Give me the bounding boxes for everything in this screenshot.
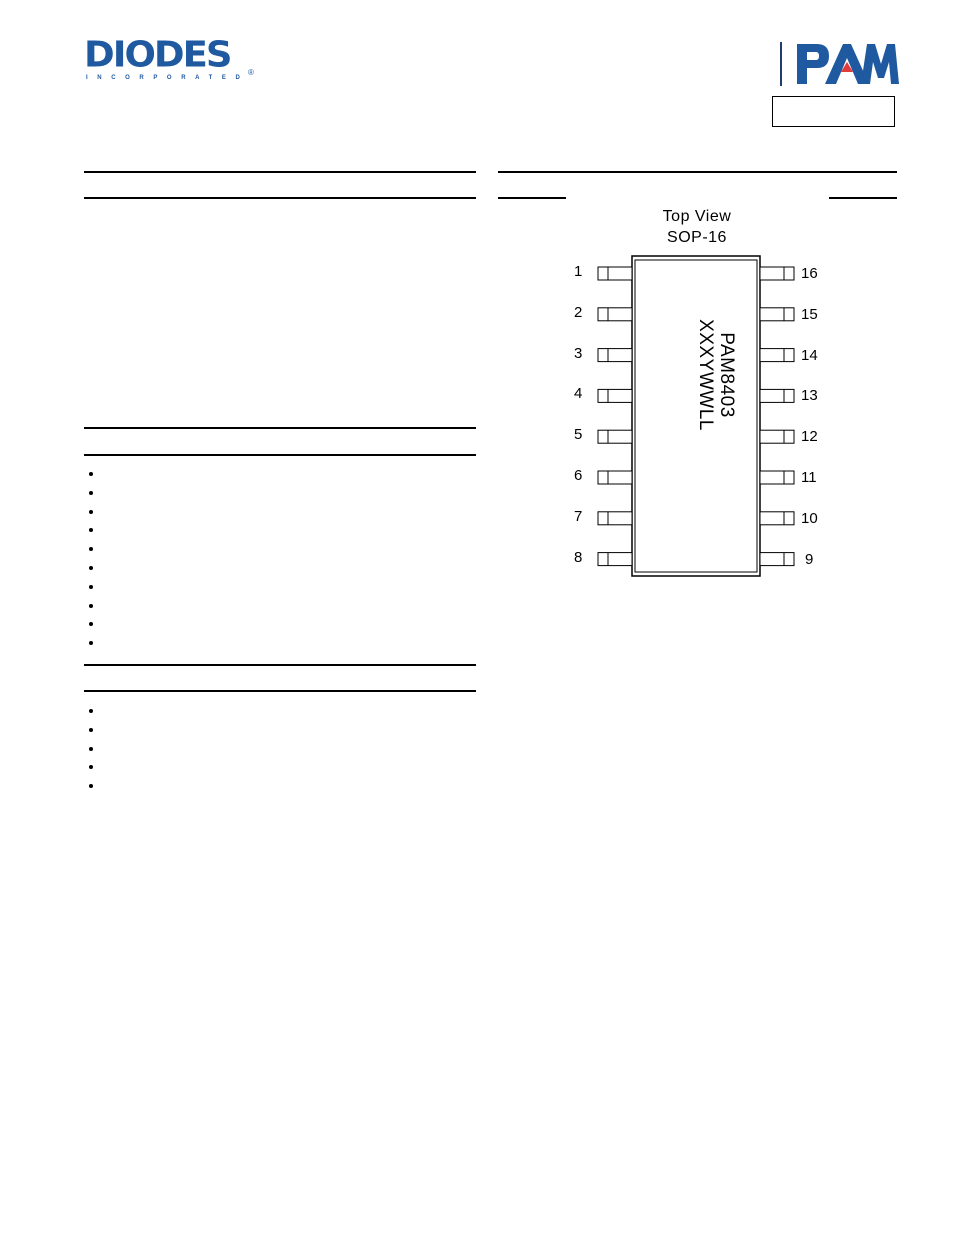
registered-mark: ®: [248, 68, 254, 77]
applications-rule-top: [84, 664, 476, 666]
bullet-icon: [89, 510, 93, 514]
pin-number-9: 9: [805, 550, 814, 568]
bullet-icon: [89, 641, 93, 645]
pin-number-7: 7: [574, 507, 583, 525]
chip-date-code: XXXYWWLL: [695, 319, 716, 431]
bullet-icon: [89, 622, 93, 626]
bullet-icon: [89, 547, 93, 551]
features-rule-bottom: [84, 454, 476, 456]
pin-number-3: 3: [574, 344, 583, 362]
bullet-icon: [89, 784, 93, 788]
pin-14: [760, 349, 794, 362]
pin-number-1: 1: [574, 263, 583, 280]
pin-number-6: 6: [574, 467, 583, 484]
pin-number-4: 4: [574, 385, 583, 403]
pin-config-rule-top: [498, 171, 897, 173]
diodes-logo: [84, 34, 256, 84]
bullet-icon: [89, 491, 93, 495]
pin-10: [760, 512, 794, 525]
chip-part-number: PAM8403: [716, 332, 737, 418]
pin-13: [760, 389, 794, 402]
bullet-icon: [89, 566, 93, 570]
pin-11: [760, 471, 794, 484]
package-label: SOP-16: [667, 229, 727, 246]
pin-5: [598, 430, 632, 443]
pin-15: [760, 308, 794, 321]
pam-logo-divider: [780, 42, 782, 86]
pin-diagram: [560, 200, 830, 580]
pin-8: [598, 553, 632, 566]
pin-number-2: 2: [574, 303, 583, 321]
pin-9: [760, 553, 794, 566]
bullet-icon: [89, 472, 93, 476]
pin-number-8: 8: [574, 548, 583, 566]
bullet-icon: [89, 728, 93, 732]
description-rule-bottom: [84, 197, 476, 199]
pin-3: [598, 349, 632, 362]
pin-number-12: 12: [801, 428, 818, 446]
pin-config-rule-bottom-left: [498, 197, 566, 199]
bullet-icon: [89, 747, 93, 751]
applications-rule-bottom: [84, 690, 476, 692]
bullet-icon: [89, 585, 93, 589]
chip-marking: [677, 295, 737, 455]
pin-12: [760, 430, 794, 443]
pin-number-16: 16: [801, 265, 818, 282]
pin-1: [598, 267, 632, 280]
bullet-icon: [89, 765, 93, 769]
pin-4: [598, 389, 632, 402]
top-view-label: Top View: [662, 208, 732, 225]
pin-number-11: 11: [801, 469, 817, 486]
pin-config-rule-bottom-right: [829, 197, 897, 199]
pin-number-10: 10: [801, 509, 818, 527]
pam-logo: [795, 42, 899, 86]
features-rule-top: [84, 427, 476, 429]
bullet-icon: [89, 528, 93, 532]
diodes-logo-subtext: INCORPORATED: [86, 75, 250, 81]
part-number-box: [772, 96, 895, 127]
pin-number-15: 15: [801, 305, 818, 323]
diodes-logo-wordmark: DIODES: [84, 34, 231, 75]
pin-6: [598, 471, 632, 484]
bullet-icon: [89, 604, 93, 608]
pin-7: [598, 512, 632, 525]
description-rule-top: [84, 171, 476, 173]
pin-2: [598, 308, 632, 321]
pin-number-14: 14: [801, 346, 818, 364]
bullet-icon: [89, 709, 93, 713]
pin-number-5: 5: [574, 426, 583, 444]
pin-number-13: 13: [801, 387, 818, 405]
pin-16: [760, 267, 794, 280]
